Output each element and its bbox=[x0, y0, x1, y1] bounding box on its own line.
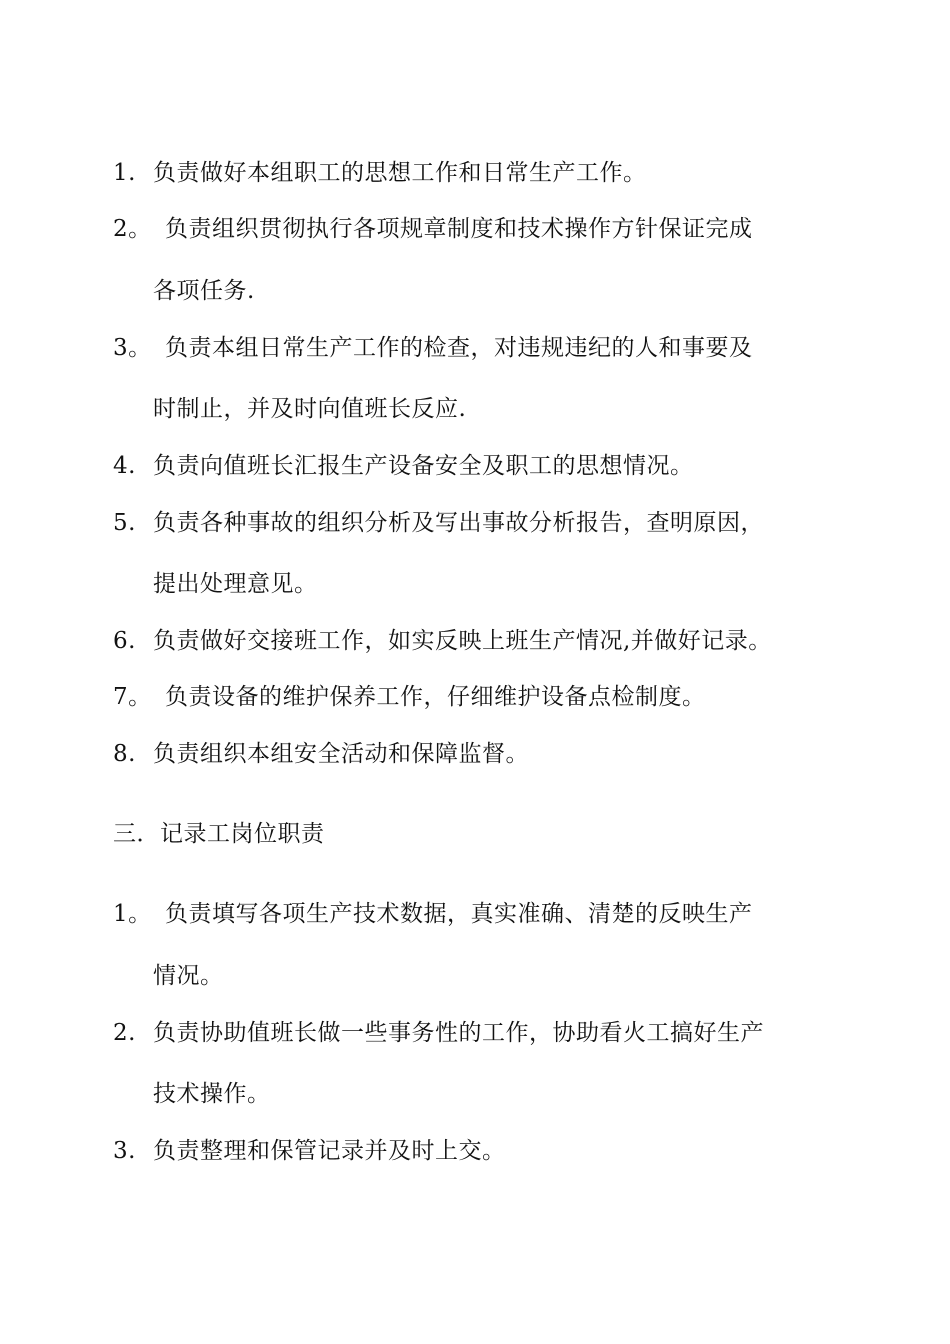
item-number: 6. bbox=[113, 628, 136, 654]
item-text: 负责填写各项生产技术数据，真实准确、清楚的反映生产 bbox=[165, 901, 753, 927]
item-text: 负责设备的维护保养工作，仔细维护设备点检制度。 bbox=[165, 684, 706, 710]
item-text: 各项任务. bbox=[153, 278, 255, 304]
item-text: 负责组织本组安全活动和保障监督。 bbox=[153, 741, 529, 767]
item-text: 负责本组日常生产工作的检查，对违规违纪的人和事要及 bbox=[165, 335, 753, 361]
item-text: 情况。 bbox=[153, 963, 224, 989]
item-number: 4. bbox=[113, 453, 136, 479]
section-heading: 三．记录工岗位职责 bbox=[113, 821, 325, 847]
item-number: 5. bbox=[113, 510, 136, 536]
item-number: 2。 bbox=[113, 216, 152, 242]
item-text: 时制止，并及时向值班长反应. bbox=[153, 396, 467, 422]
item-number: 2. bbox=[113, 1020, 136, 1046]
item-text: 负责协助值班长做一些事务性的工作，协助看火工搞好生产 bbox=[153, 1020, 764, 1046]
item-text: 负责向值班长汇报生产设备安全及职工的思想情况。 bbox=[153, 453, 694, 479]
item-text: 负责做好交接班工作，如实反映上班生产情况,并做好记录。 bbox=[153, 628, 772, 654]
item-number: 3. bbox=[113, 1138, 136, 1164]
item-text: 技术操作。 bbox=[153, 1081, 271, 1107]
item-number: 3。 bbox=[113, 335, 152, 361]
item-number: 1. bbox=[113, 160, 136, 186]
item-number: 1。 bbox=[113, 901, 152, 927]
item-text: 负责整理和保管记录并及时上交。 bbox=[153, 1138, 506, 1164]
item-text: 负责组织贯彻执行各项规章制度和技术操作方针保证完成 bbox=[165, 216, 753, 242]
item-text: 提出处理意见。 bbox=[153, 571, 318, 597]
item-text: 负责做好本组职工的思想工作和日常生产工作。 bbox=[153, 160, 647, 186]
item-text: 负责各种事故的组织分析及写出事故分析报告，查明原因， bbox=[153, 510, 764, 536]
item-number: 7。 bbox=[113, 684, 152, 710]
item-number: 8. bbox=[113, 741, 136, 767]
